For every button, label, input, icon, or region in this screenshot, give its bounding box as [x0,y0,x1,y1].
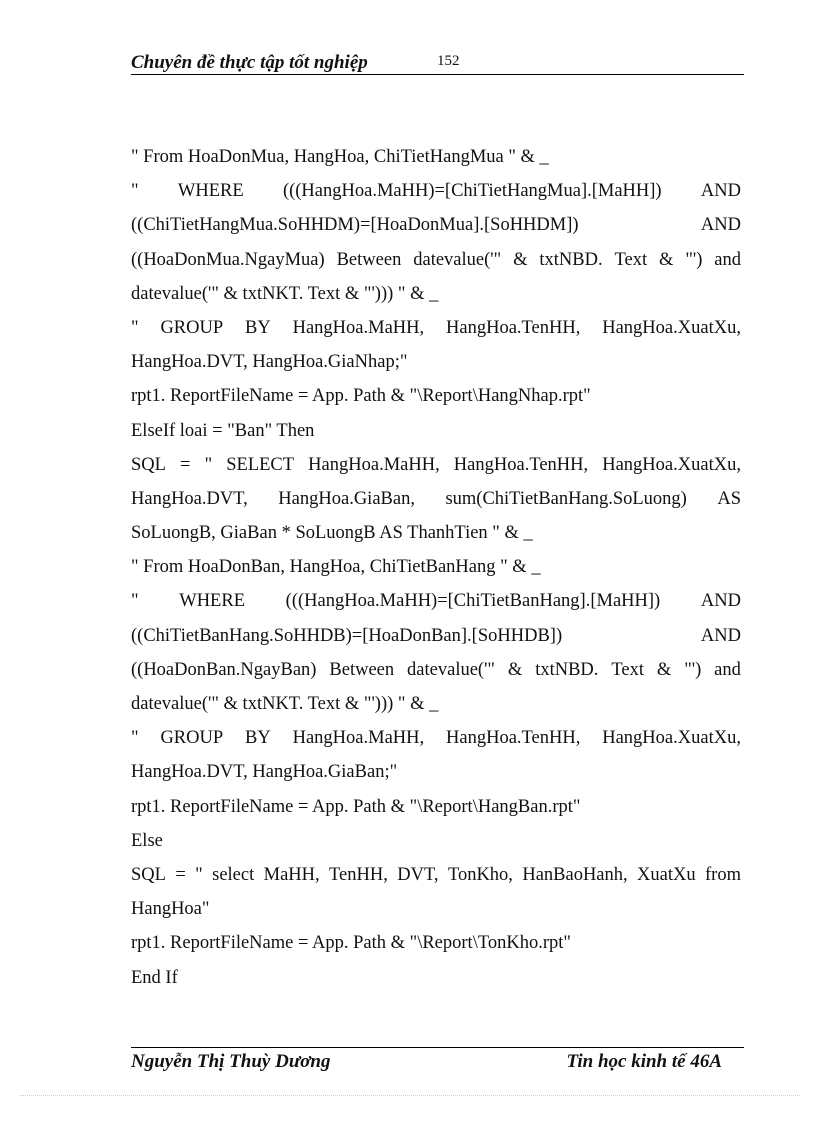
code-line: HangHoa.DVT, HangHoa.GiaNhap;" [131,352,408,373]
code-word: HangHoa.MaHH, [292,728,425,749]
code-line [131,311,741,345]
code-word: SELECT [226,454,295,475]
code-line [131,858,741,892]
code-word: " [131,728,139,749]
code-line: ElseIf loai = "Ban" Then [131,420,315,441]
code-word: = [175,864,186,885]
code-word: AS [717,488,741,509]
code-line: rpt1. ReportFileName = App. Path & "\Report\HangNhap.rpt" [131,386,591,407]
page-header [131,52,744,75]
code-word: ((ChiTietHangMua.SoHHDM)=[HoaDonMua].[SoHHDM]) [131,215,579,236]
page-footer [131,1047,744,1078]
code-line: HangHoa.DVT, HangHoa.GiaBan;" [131,762,398,783]
code-line [131,208,741,242]
code-listing [131,140,741,995]
code-word: "') [685,249,703,270]
department-name: Tin học kinh tế 46A [566,1051,722,1072]
code-word: HangHoa.TenHH, [453,454,589,475]
code-word: AND [700,215,741,236]
code-word: GROUP [160,728,224,749]
code-word: HangHoa.XuatXu, [602,454,741,475]
code-line [131,448,741,482]
code-word: & [656,659,672,680]
code-word: WHERE [179,591,245,612]
code-word: Text [611,659,644,680]
code-line: HangHoa" [131,899,210,920]
code-word: (((HangHoa.MaHH)=[ChiTietHangMua].[MaHH]) [282,181,662,202]
code-word: AND [700,181,741,202]
code-word: HangHoa.MaHH, [292,317,425,338]
code-word: ((HoaDonMua.NgayMua) [131,249,325,270]
code-word: XuatXu [637,864,696,885]
code-line: " From HoaDonMua, HangHoa, ChiTietHangMua " & _ [131,147,549,167]
code-line: Else [131,830,163,851]
code-word: WHERE [177,181,244,202]
code-word: txtNBD. [535,659,599,680]
code-word: HangHoa.XuatXu, [602,317,741,338]
code-word: and [714,659,741,680]
code-line: SoLuongB, GiaBan * SoLuongB AS ThanhTien " & _ [131,523,533,544]
code-word: ((ChiTietBanHang.SoHHDB)=[HoaDonBan].[SoHHDB]) [131,625,563,646]
code-word: HanBaoHanh, [522,864,628,885]
code-word: BY [245,317,271,338]
code-word: HangHoa.DVT, [131,488,248,509]
code-word: & [659,249,674,270]
code-word: SQL [131,454,166,475]
code-word: & [513,249,528,270]
code-word: " [131,591,139,612]
document-title: Chuyên đề thực tập tốt nghiệp [131,52,368,73]
code-word: DVT, [397,864,439,885]
code-word: TenHH, [329,864,388,885]
code-word: " [131,181,139,202]
code-word: BY [245,728,271,749]
code-line [131,721,741,755]
code-word: HangHoa.TenHH, [446,728,581,749]
code-word: MaHH, [263,864,320,885]
code-word: GROUP [160,317,224,338]
code-word: TonKho, [447,864,513,885]
code-word: sum(ChiTietBanHang.SoLuong) [445,488,687,509]
code-line [131,174,741,208]
code-line: rpt1. ReportFileName = App. Path & "\Report\TonKho.rpt" [131,933,571,954]
code-line [131,482,741,516]
page-number: 152 [437,53,460,69]
author-name: Nguyễn Thị Thuỳ Dương [131,1051,331,1072]
code-word: from [705,864,741,885]
page-bottom-divider [20,1095,800,1096]
code-line: datevalue('" & txtNKT. Text & "'))) " & _ [131,283,439,304]
code-word: " [204,454,213,475]
code-word: select [212,864,255,885]
code-word: AND [700,625,741,646]
code-line [131,653,741,687]
code-word: (((HangHoa.MaHH)=[ChiTietBanHang].[MaHH]) [285,591,661,612]
code-line: rpt1. ReportFileName = App. Path & "\Report\HangBan.rpt" [131,796,581,817]
code-word: and [714,249,741,270]
code-word: Between [329,659,395,680]
code-word: AND [700,591,741,612]
code-word: HangHoa.TenHH, [446,317,581,338]
code-word: HangHoa.GiaBan, [278,488,415,509]
code-word: Between [336,249,402,270]
code-word: "') [684,659,702,680]
code-line [131,619,741,653]
code-line: End If [131,967,178,988]
code-word: & [507,659,523,680]
code-word: " [131,317,139,338]
code-line: datevalue('" & txtNKT. Text & "'))) " & _ [131,694,439,714]
code-word: HangHoa.XuatXu, [602,728,741,749]
code-line [131,243,741,277]
code-word: txtNBD. [539,249,603,270]
code-word: datevalue('" [413,249,502,270]
code-line: " From HoaDonBan, HangHoa, ChiTietBanHang " & _ [131,557,541,578]
code-word: HangHoa.MaHH, [308,454,440,475]
code-word: " [195,864,203,885]
code-word: Text [614,249,648,270]
code-word: SQL [131,864,166,885]
code-word: ((HoaDonBan.NgayBan) [131,659,317,680]
code-line [131,584,741,618]
code-word: datevalue('" [407,659,495,680]
code-word: = [180,454,191,475]
